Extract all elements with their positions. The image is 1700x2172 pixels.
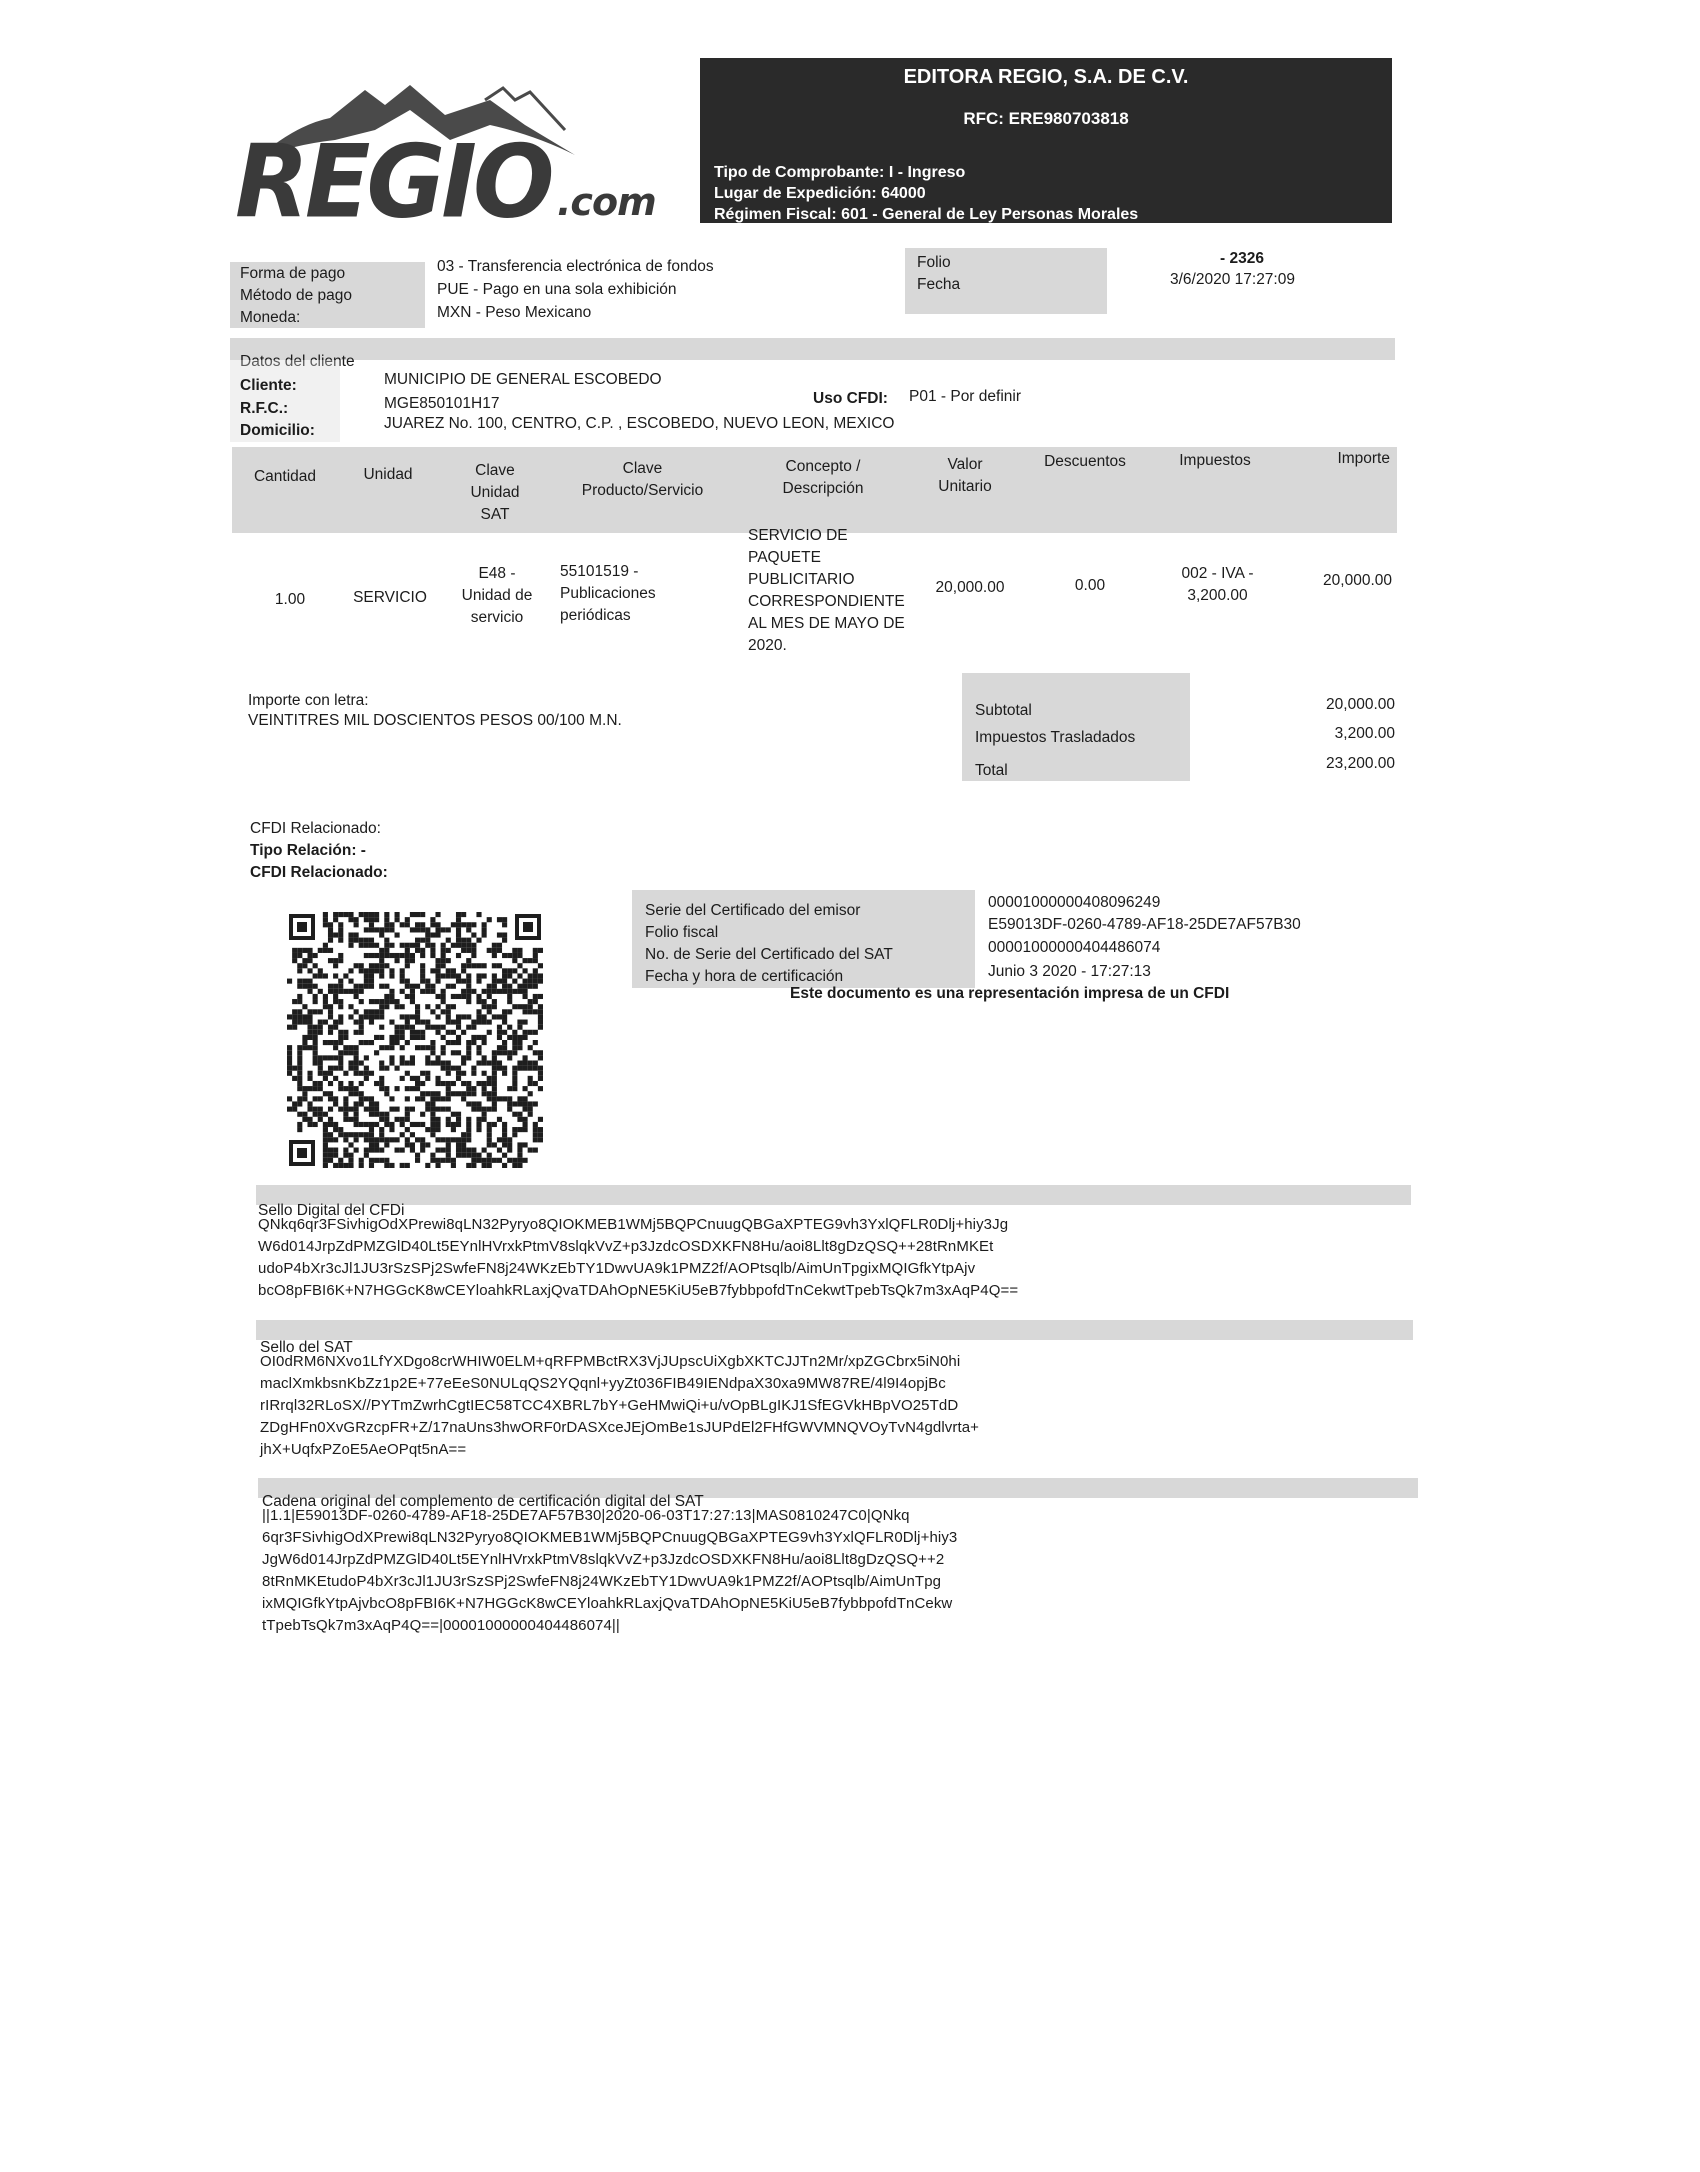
moneda-label: Moneda: <box>240 309 301 326</box>
sello-cfdi-line: bcO8pFBI6K+N7HGGcK8wCEYloahkRLaxjQvaTDAhOpNE5KiU5eB7fybbpofdTnCekwtTpebTsQk7m3xAqP4Q== <box>258 1282 1019 1299</box>
row-clave-producto: 55101519 - Publicaciones periódicas <box>560 563 656 624</box>
fecha-cert-value: Junio 3 2020 - 17:27:13 <box>988 963 1151 980</box>
sello-sat-line: ZDgHFn0XvGRzcpFR+Z/17naUns3hwORF0rDASXceJEjOmBe1sJUPdEl2FHfGWVMNQVOyTvN4gdlvrta+ <box>260 1419 980 1436</box>
importe-letra-label: Importe con letra: <box>248 692 369 709</box>
row-descuentos: 0.00 <box>1074 577 1106 594</box>
col-importe: Importe <box>1337 450 1390 467</box>
folio-label: Folio <box>917 254 951 271</box>
cadena-line: ixMQIGfkYtpAjvbcO8pFBI6K+N7HGGcK8wCEYloahkRLaxjQvaTDAhOpNE5KiU5eB7fybbpofdTnCekw <box>262 1595 953 1612</box>
forma-pago-label: Forma de pago <box>240 265 346 282</box>
serie-sat-value: 00001000000404486074 <box>988 939 1161 956</box>
sello-sat-title: Sello del SAT <box>260 1339 353 1356</box>
total-label: Total <box>975 762 1008 779</box>
company-rfc: RFC: ERE980703818 <box>963 109 1129 128</box>
total-value: 23,200.00 <box>1326 755 1395 772</box>
uso-cfdi-label: Uso CFDI: <box>813 390 888 407</box>
logo-main-text: REGIO <box>235 123 551 241</box>
qr-code <box>287 912 543 1168</box>
forma-pago-value: 03 - Transferencia electrónica de fondos <box>437 258 714 275</box>
serie-emisor-value: 00001000000408096249 <box>988 894 1161 911</box>
cliente-label: Cliente: <box>240 377 297 394</box>
col-valor-unitario: Valor Unitario <box>938 456 992 495</box>
row-valor-unitario: 20,000.00 <box>935 579 1005 596</box>
col-clave-unidad: Clave Unidad SAT <box>470 462 520 523</box>
folio-fiscal-value: E59013DF-0260-4789-AF18-25DE7AF57B30 <box>988 916 1301 933</box>
serie-sat-label: No. de Serie del Certificado del SAT <box>645 946 893 963</box>
issuer-header-box <box>700 58 1392 223</box>
cadena-line: ||1.1|E59013DF-0260-4789-AF18-25DE7AF57B30|2020-06-03T17:27:13|MAS0810247C0|QNkq <box>262 1507 910 1524</box>
sello-sat-line: maclXmkbsnKbZz1p2E+77eEeS0NULqQS2YQqnl+yyZt036FIB49IENdpaX30xa9MW87RE/4l9I4opjBc <box>260 1375 946 1392</box>
logo-suffix-text: .com <box>557 180 656 224</box>
rfc-value: MGE850101H17 <box>384 395 500 412</box>
moneda-value: MXN - Peso Mexicano <box>437 304 592 321</box>
col-descuentos: Descuentos <box>1044 453 1126 470</box>
metodo-pago-value: PUE - Pago en una sola exhibición <box>437 281 677 298</box>
importe-letra-value: VEINTITRES MIL DOSCIENTOS PESOS 00/100 M.N. <box>248 712 622 729</box>
tipo-comprobante: Tipo de Comprobante: I - Ingreso <box>714 164 966 181</box>
sello-sat-text <box>260 1351 1390 1461</box>
impuestos-trasladados-value: 3,200.00 <box>1334 725 1395 742</box>
regimen-fiscal: Régimen Fiscal: 601 - General de Ley Personas Morales <box>714 206 1139 223</box>
row-cantidad: 1.00 <box>274 591 306 608</box>
sello-cfdi-text <box>258 1214 1388 1302</box>
sello-cfdi-line: QNkq6qr3FSivhigOdXPrewi8qLN32Pyryo8QIOKMEB1WMj5BQPCnuugQBGaXPTEG9vh3YxlQFLR0Dlj+hiy3Jg <box>258 1216 1009 1233</box>
tipo-relacion: Tipo Relación: - <box>250 842 366 859</box>
row-unidad: SERVICIO <box>353 589 427 606</box>
client-section-title: Datos del cliente <box>240 353 355 370</box>
rfc-label: R.F.C.: <box>240 400 289 417</box>
cadena-title: Cadena original del complemento de certificación digital del SAT <box>262 1493 704 1510</box>
col-cantidad: Cantidad <box>253 468 317 485</box>
cadena-line: tTpebTsQk7m3xAqP4Q==|00001000000404486074|| <box>262 1617 620 1634</box>
cadena-line: 6qr3FSivhigOdXPrewi8qLN32Pyryo8QIOKMEB1WMj5BQPCnuugQBGaXPTEG9vh3YxlQFLR0Dlj+hiy3 <box>262 1529 958 1546</box>
serie-emisor-label: Serie del Certificado del emisor <box>645 902 861 919</box>
uso-cfdi-value: P01 - Por definir <box>909 388 1021 405</box>
row-impuestos: 002 - IVA - 3,200.00 <box>1181 565 1254 604</box>
sello-sat-bar <box>256 1320 1413 1340</box>
cfdi-representation-note: Este documento es una representación impresa de un CFDI <box>790 985 1230 1002</box>
cliente-value: MUNICIPIO DE GENERAL ESCOBEDO <box>384 371 662 388</box>
cadena-line: 8tRnMKEtudoP4bXr3cJl1JU3rSzSPj2SwfeFN8j24WKzEbTY1DwvUA9k1PMZ2f/AOPtsqlb/AimUnTpg <box>262 1573 942 1590</box>
sello-cfdi-bar <box>256 1185 1411 1205</box>
sello-sat-line: OI0dRM6NXvo1LfYXDgo8crWHIW0ELM+qRFPMBctRX3VjJUpscUiXgbXKTCJJTn2Mr/xpZGCbrx5iN0hi <box>260 1353 961 1370</box>
col-concepto: Concepto / Descripción <box>782 458 864 497</box>
row-clave-unidad: E48 - Unidad de servicio <box>461 565 533 626</box>
row-concepto: SERVICIO DE PAQUETE PUBLICITARIO CORRESPONDIENTE AL MES DE MAYO DE 2020. <box>748 527 905 654</box>
fecha-label: Fecha <box>917 276 961 293</box>
subtotal-label: Subtotal <box>975 702 1032 719</box>
cadena-line: JgW6d014JrpZdPMZGlD40Lt5EYnlHVrxkPtmV8slqkVvZ+p3JzdcOSDXKFN8Hu/aoi8Llt8gDzQSQ++2 <box>262 1551 945 1568</box>
company-logo <box>235 70 695 240</box>
col-clave-producto: Clave Producto/Servicio <box>581 460 704 499</box>
sello-cfdi-line: W6d014JrpZdPMZGlD40Lt5EYnlHVrxkPtmV8slqkVvZ+p3JzdcOSDXKFN8Hu/aoi8Llt8gDzQSQ++28tRnMKEt <box>258 1238 994 1255</box>
impuestos-trasladados-label: Impuestos Trasladados <box>975 729 1136 746</box>
sello-cfdi-line: udoP4bXr3cJl1JU3rSzSPj2SwfeFN8j24WKzEbTY1DwvUA9k1PMZ2f/AOPtsqlb/AimUnTpgixMQIGfkYtpAjv <box>258 1260 976 1277</box>
domicilio-label: Domicilio: <box>240 422 315 439</box>
domicilio-value: JUAREZ No. 100, CENTRO, C.P. , ESCOBEDO, NUEVO LEON, MEXICO <box>384 415 895 432</box>
sello-sat-line: rIRrql32RLoSX//PYTmZwrhCgtIEC58TCC4XBRL7bY+GeHMwiQi+u/vOpBLgIKJ1SfEGVkHBpVO25TdD <box>260 1397 959 1414</box>
client-section-bar <box>230 338 1395 360</box>
company-name: EDITORA REGIO, S.A. DE C.V. <box>903 66 1189 88</box>
fecha-cert-label: Fecha y hora de certificación <box>645 968 844 985</box>
fecha-value: 3/6/2020 17:27:09 <box>1170 271 1295 288</box>
folio-fiscal-label: Folio fiscal <box>645 924 719 941</box>
cadena-text <box>262 1505 1392 1637</box>
col-unidad: Unidad <box>363 466 413 483</box>
metodo-pago-label: Método de pago <box>240 287 353 304</box>
cfdi-relacionado-label: CFDI Relacionado: <box>250 864 388 881</box>
qr-code-icon <box>287 912 543 1168</box>
sello-sat-line: jhX+UqfxPZoE5AeOPqt5nA== <box>260 1441 467 1458</box>
subtotal-value: 20,000.00 <box>1326 696 1395 713</box>
lugar-expedicion: Lugar de Expedición: 64000 <box>714 185 926 202</box>
col-impuestos: Impuestos <box>1179 452 1251 469</box>
sello-cfdi-title: Sello Digital del CFDi <box>258 1202 405 1219</box>
row-importe: 20,000.00 <box>1323 572 1392 589</box>
folio-value: - 2326 <box>1220 250 1264 267</box>
cfdi-relacionado-title: CFDI Relacionado: <box>250 820 381 837</box>
